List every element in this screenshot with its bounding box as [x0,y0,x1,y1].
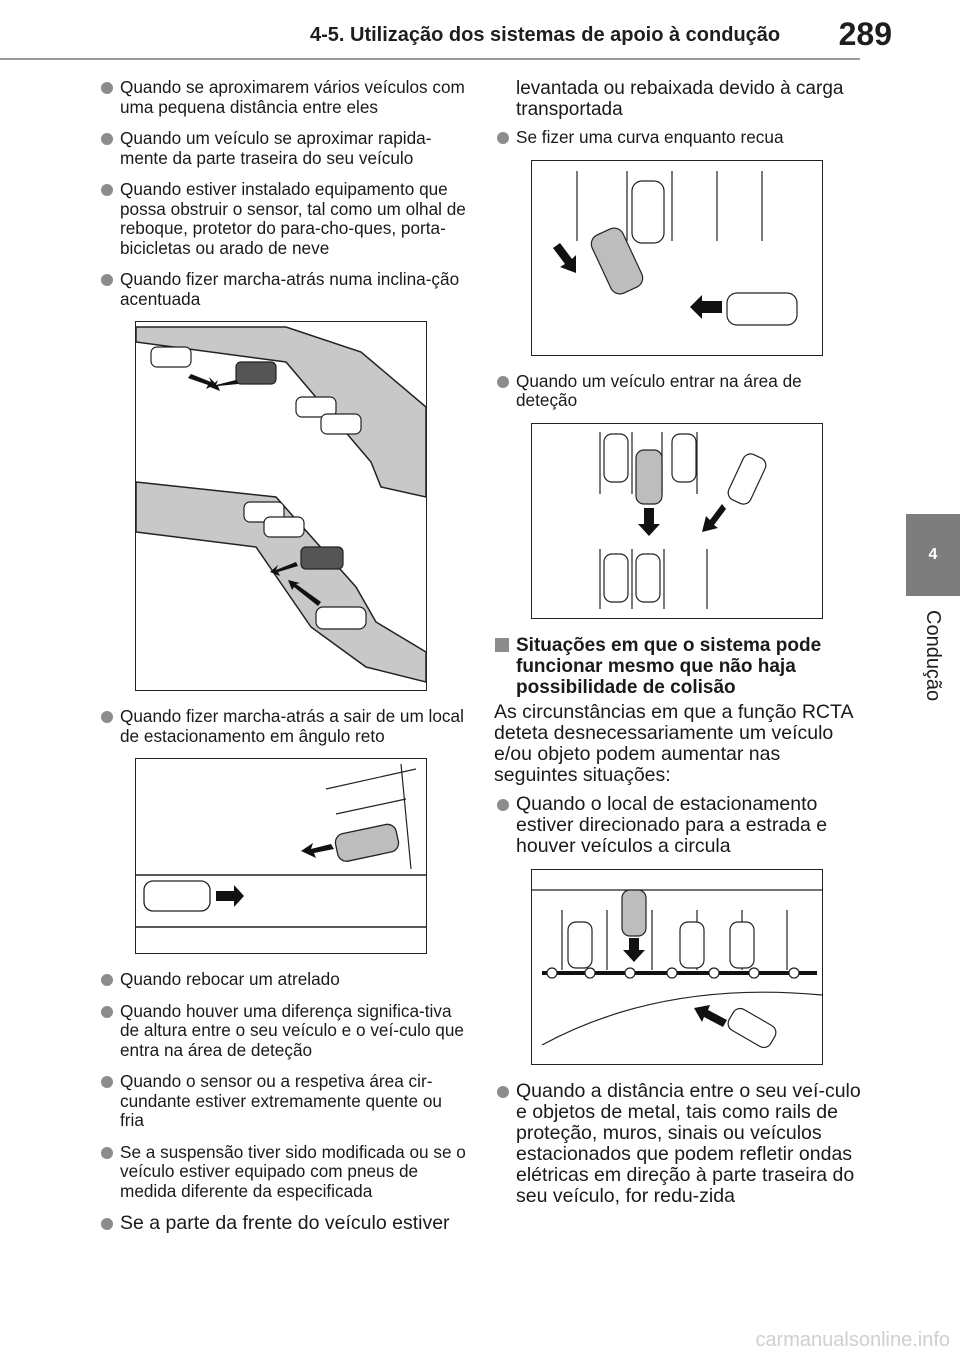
page-header [0,0,960,62]
bullet-item: Quando fizer marcha-atrás numa inclina-ção acentuada [98,270,468,309]
right-column [494,78,866,1219]
header-divider [0,58,860,60]
bullet-item: Quando o sensor ou a respetiva área cir-cundante estiver extremamente quente ou fria [98,1072,468,1131]
bullet-item: Quando fizer marcha-atrás a sair de um local de estacionamento em ângulo reto [98,707,468,746]
chapter-label-text: Condução [922,610,944,702]
bullet-item: Quando se aproximarem vários veículos com uma pequena distância entre eles [98,78,468,117]
left-column [98,78,468,1246]
section-paragraph: As circunstâncias em que a função RCTA deteta desnecessariamente um veículo e/ou objeto podem aumentar nas seguintes situações: [494,700,853,786]
bullet-item: Se a suspensão tiver sido modificada ou se o veículo estiver equipado com pneus de medida diferente da especificada [98,1143,468,1202]
bullet-item: Quando estiver instalado equipamento que possa obstruir o sensor, tal como um olhal de reboque, protetor do para-cho-ques, porta-bicicletas ou arado de neve [98,180,468,258]
bullet-item: Quando um veículo entrar na área de deteção [494,372,866,411]
watermark: carmanualsonline.info [755,1329,950,1351]
section-heading: Situações em que o sistema pode funcionar mesmo que não haja possibilidade de colisão [494,635,866,698]
section-title: 4-5. Utilização dos sistemas de apoio à condução [310,24,781,46]
illustration-multiple-vehicles [135,321,427,691]
continuation-text: levantada ou rebaixada devido à carga transportada [516,78,844,120]
illustration-vehicle-entering [531,423,823,619]
chapter-tab[interactable]: 4 [906,514,960,596]
illustration-turn-reversing [531,160,823,356]
bullet-item: Quando rebocar um atrelado [98,970,468,990]
bullet-item: Quando um veículo se aproximar rapida-mente da parte traseira do seu veículo [98,129,468,168]
illustration-angle-parking [135,758,427,954]
bullet-item: Quando houver uma diferença significa-tiva de altura entre o seu veículo e o veí-culo que entra na área de deteção [98,1002,468,1061]
page-number: 289 [838,16,892,52]
bullet-item: Se fizer uma curva enquanto recua [494,128,866,148]
illustration-roadside-parking [531,869,823,1065]
bullet-item: Quando o local de estacionamento estiver direcionado para a estrada e houver veículos a circula [494,794,866,857]
bullet-item: Quando a distância entre o seu veí-culo e objetos de metal, tais como rails de proteção, muros, sinais ou veículos estacionados que podem refletir ondas elétricas em direção à parte traseira do seu veículo, for redu-zida [494,1081,866,1207]
bullet-item: Se a parte da frente do veículo estiver [98,1213,468,1234]
